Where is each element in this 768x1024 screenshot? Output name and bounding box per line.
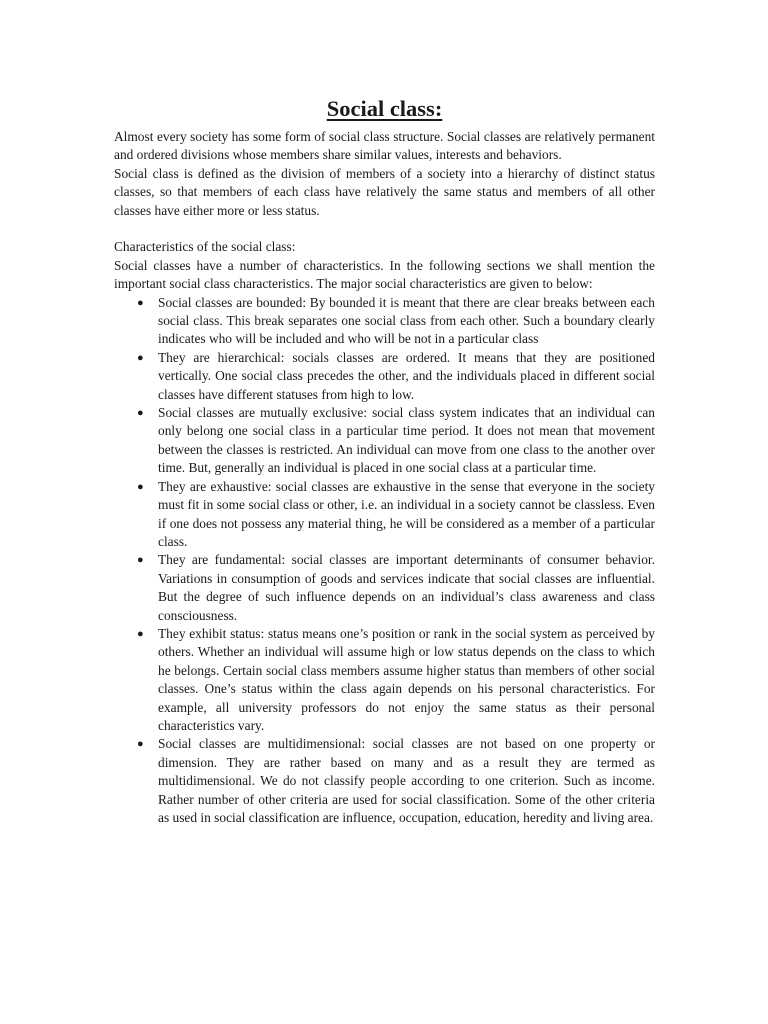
bullet-icon: ● — [137, 627, 144, 640]
list-item — [114, 404, 655, 478]
document-title: Social class: — [326, 96, 443, 121]
list-item-text: They are fundamental: social classes are important determinants of consumer behavior. Variations in consumption of goods and services indicate that social classes are influential. But the degree of such influence depends on an individual’s class awareness and class consciousness. — [158, 552, 655, 623]
list-item-text: They exhibit status: status means one’s position or rank in the social system as perceived by others. Whether an individual will assume high or low status depends on the class to which he belongs. Certain social class members assume higher status than members of other social classes. One’s status within the class again depends on his personal characteristics. For example, all university professors do not enjoy the same status as their personal characteristics vary. — [158, 625, 655, 733]
list-item-text: Social classes are mutually exclusive: social class system indicates that an individual can only belong one social class in a particular time period. It does not mean that movement between the classes is restricted. An individual can move from one class to the another over time. But, generally an individual is placed in one social class at a particular time. — [158, 405, 655, 476]
characteristics-list — [114, 294, 655, 828]
list-item-text: Social classes are multidimensional: social classes are not based on one property or dimension. They are rather based on many and as a result they are termed as multidimensional. We do not classify people according to one criterion. Such as income. Rather number of other criteria are used for social classification. Some of the other criteria as used in social classification are influence, occupation, education, heredity and living area. — [158, 736, 655, 826]
intro-paragraph-1: Almost every society has some form of social class structure. Social classes are relatively permanent and ordered divisions whose members share similar values, interests and behaviors. — [114, 129, 655, 163]
bullet-icon: ● — [137, 296, 144, 309]
list-item — [114, 625, 655, 735]
bullet-icon: ● — [137, 480, 144, 493]
list-item — [114, 735, 655, 827]
list-item — [114, 294, 655, 349]
characteristics-heading: Characteristics of the social class: — [114, 239, 296, 255]
bullet-icon: ● — [137, 407, 144, 420]
bullet-icon: ● — [137, 738, 144, 751]
list-item — [114, 551, 655, 625]
characteristics-intro: Social classes have a number of characteristics. In the following sections we shall mention the important social class characteristics. The major social characteristics are given to below: — [114, 257, 655, 292]
list-item — [114, 478, 655, 552]
list-item-text: They are hierarchical: socials classes are ordered. It means that they are positioned vertically. One social class precedes the other, and the individuals placed in different social classes have different statuses from high to low. — [158, 349, 655, 402]
intro-paragraph-2: Social class is defined as the division of members of a society into a hierarchy of distinct status classes, so that members of each class have relatively the same status and members of all other classes have either more or less status. — [114, 165, 655, 218]
paragraph-spacer — [114, 220, 655, 238]
list-item-text: Social classes are bounded: By bounded it is meant that there are clear breaks between each social class. This break separates one social class from each other. Such a boundary clearly indicates who will be included and who will be not in a particular class — [158, 294, 655, 347]
bullet-icon: ● — [137, 554, 144, 567]
list-item-text: They are exhaustive: social classes are exhaustive in the sense that everyone in the society must fit in some social class or other, i.e. an individual in a society cannot be classless. Even if one does not possess any material thing, he will be considered as a member of a particular class. — [158, 478, 655, 549]
document-page — [114, 96, 655, 827]
list-item — [114, 349, 655, 404]
bullet-icon: ● — [137, 351, 144, 364]
